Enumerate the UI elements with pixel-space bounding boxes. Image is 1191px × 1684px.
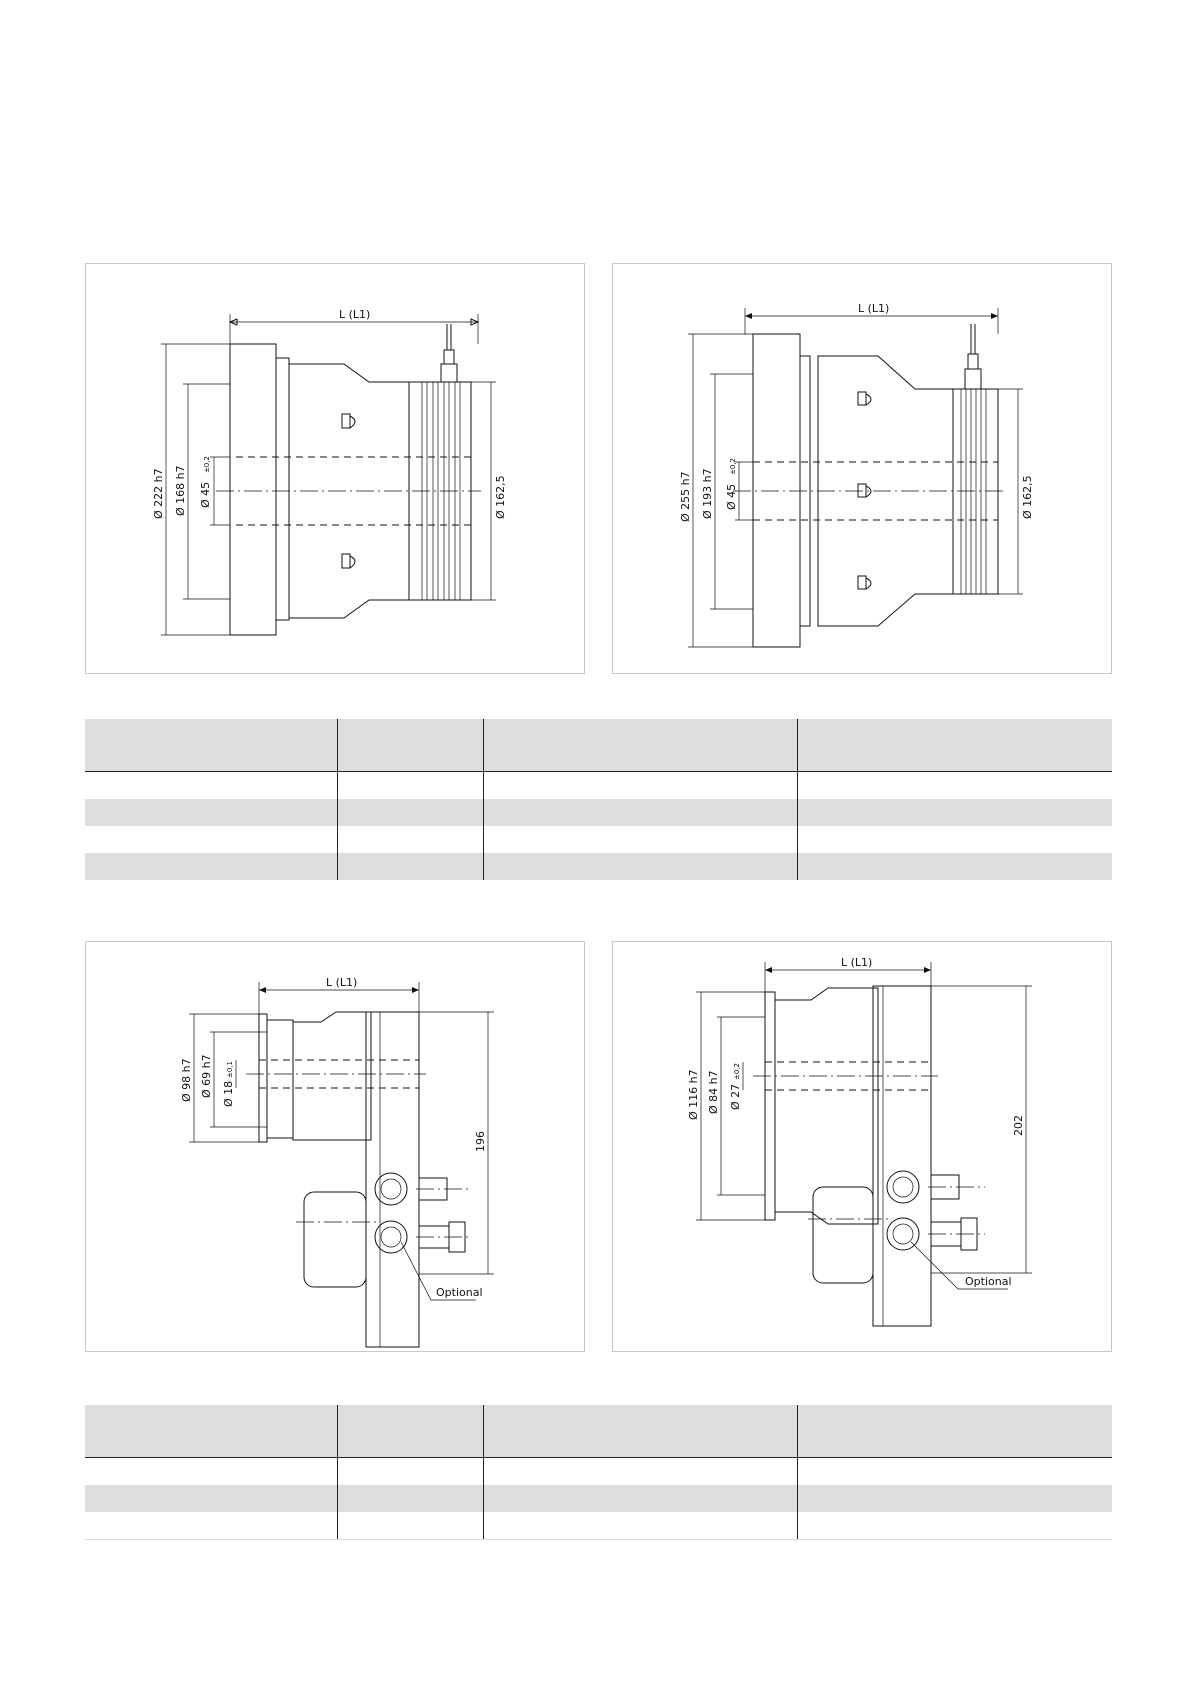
- tolerance: ±0,2: [203, 456, 211, 473]
- drawing-panel-2: [612, 263, 1112, 674]
- technical-drawing-2: [613, 264, 1113, 675]
- length-label: L (L1): [841, 956, 873, 969]
- diameter-pilot: Ø 168 h7: [174, 465, 187, 516]
- technical-drawing-3: [86, 942, 586, 1353]
- diameter-pilot: Ø 193 h7: [701, 468, 714, 519]
- diameter-right: Ø 162,5: [1021, 475, 1034, 519]
- diameter-right: Ø 162,5: [494, 475, 507, 519]
- table-1: [85, 719, 1112, 880]
- tolerance: ±0,2: [733, 1063, 741, 1080]
- diameter-outer: Ø 255 h7: [679, 471, 692, 522]
- diameter-outer: Ø 116 h7: [687, 1069, 700, 1120]
- table-header-row: [85, 1405, 1112, 1458]
- table-header-row: [85, 719, 1112, 772]
- table-row: [85, 772, 1112, 800]
- table-row: [85, 826, 1112, 853]
- height-dimension: 196: [474, 1131, 487, 1152]
- table-row: [85, 1485, 1112, 1512]
- length-label: L (L1): [326, 976, 358, 989]
- diameter-pilot: Ø 84 h7: [707, 1070, 720, 1114]
- tolerance: ±0,1: [226, 1061, 234, 1078]
- diameter-outer: Ø 222 h7: [152, 468, 165, 519]
- length-label: L (L1): [858, 302, 890, 315]
- technical-drawing-1: [86, 264, 586, 675]
- optional-callout: Optional: [965, 1275, 1012, 1288]
- height-dimension: 202: [1012, 1115, 1025, 1136]
- diameter-pilot: Ø 69 h7: [200, 1054, 213, 1098]
- technical-drawing-4: [613, 942, 1113, 1353]
- drawing-panel-1: [85, 263, 585, 674]
- diameter-bore: Ø 45: [725, 483, 738, 510]
- table-row: [85, 1458, 1112, 1486]
- table-row: [85, 799, 1112, 826]
- table-row: [85, 853, 1112, 880]
- optional-callout: Optional: [436, 1286, 483, 1299]
- diameter-bore: Ø 45: [199, 481, 212, 508]
- table-row: [85, 1512, 1112, 1540]
- diameter-bore: Ø 27: [729, 1083, 742, 1110]
- drawing-panel-3: [85, 941, 585, 1352]
- drawing-panel-4: [612, 941, 1112, 1352]
- diameter-outer: Ø 98 h7: [180, 1058, 193, 1102]
- tolerance: ±0,2: [729, 458, 737, 475]
- length-label: L (L1): [339, 308, 371, 321]
- table-2: [85, 1405, 1112, 1540]
- diameter-bore: Ø 18: [222, 1080, 235, 1107]
